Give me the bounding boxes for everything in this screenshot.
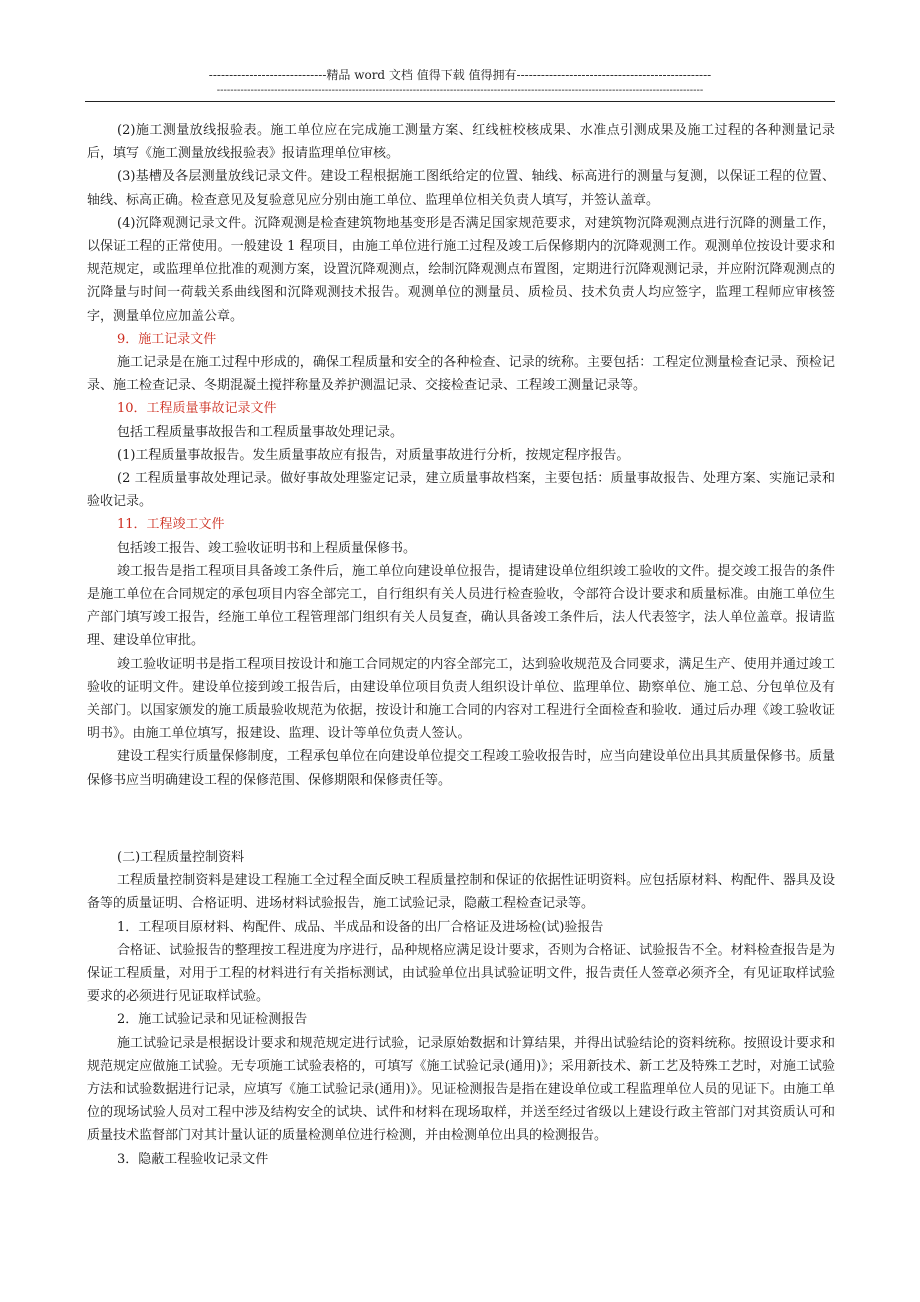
document-body	[87, 119, 835, 1171]
header-divider	[85, 101, 835, 102]
paragraph: 2．施工试验记录和见证检测报告	[117, 1012, 308, 1028]
paragraph: 施工记录是在施工过程中形成的，确保工程质量和安全的各种检查、记录的统称。主要包括：工程定位测量检查记录、预检记录、施工检查记录、冬期混凝土搅拌称量及养护测温记录、交接检查记录、工程竣工测量记录等。	[87, 355, 835, 394]
paragraph: (4)沉降观测记录文件。沉降观测是检查建筑物地基变形是否满足国家规范要求，对建筑物沉降观测点进行沉降的测量工作，以保证工程的正常使用。一般建设 1 程项目，由施工单位进行施工过程及竣工后保修期内的沉降观测工作。观测单位按设计要求和规范规定，或监理单位批准的观测方案，设置沉降观测点，绘制沉降观测点布置图，定期进行沉降观测记录，并应附沉降观测点的沉降量与时间一荷载关系曲线图和沉降观测技术报告。观测单位的测量员、质检员、技术负责人均应签字，监理工程师应审核签字，测量单位应加盖公章。	[87, 215, 835, 324]
section-heading: 11．工程竣工文件	[117, 517, 225, 533]
paragraph: 包括工程质量事故报告和工程质量事故处理记录。	[117, 424, 404, 440]
paragraph: 竣工验收证明书是指工程项目按设计和施工合同规定的内容全部完工，达到验收规范及合同要求，满足生产、使用并通过竣工验收的证明文件。建设单位接到竣工报告后，由建设单位项目负责人组织设计单位、监理单位、勘察单位、施工总、分包单位及有关部门。以国家颁发的施工质最验收规范为依据，按设计和施工合同的内容对工程进行全面检查和验收．通过后办理《竣工验收证明书》。由施工单位填写，报建设、监理、设计等单位负责人签认。	[87, 656, 835, 742]
paragraph: 合格证、试验报告的整理按工程进度为序进行，品种规格应满足设计要求，否则为合格证、试验报告不全。材料检查报告是为保证工程质量，对用于工程的材料进行有关指标测试，由试验单位出具试验证明文件，报告责任人签章必须齐全，有见证取样试验要求的必须进行见证取样试验。	[87, 942, 835, 1005]
paragraph: (1)工程质量事故报告。发生质量事故应有报告，对质量事故进行分析，按规定程序报告。	[117, 447, 630, 463]
paragraph: (2)施工测量放线报验表。施工单位应在完成施工测量方案、红线桩校核成果、水准点引测成果及施工过程的各种测量记录后，填写《施工测量放线报验表》报请监理单位审核。	[87, 123, 835, 162]
page-header-banner: -----------------------------精品 word 文档 值得下载 值得拥有------------------------------------------------	[208, 68, 712, 82]
paragraph: (2 工程质量事故处理记录。做好事故处理鉴定记录，建立质量事故档案，主要包括：质量事故报告、处理方案、实施记录和验收记录。	[87, 471, 835, 510]
paragraph: 包括竣工报告、竣工验收证明书和上程质量保修书。	[117, 540, 417, 556]
paragraph: 3．隐蔽工程验收记录文件	[117, 1151, 269, 1167]
section-heading: 9．施工记录文件	[117, 331, 217, 347]
paragraph: (3)基槽及各层测量放线记录文件。建设工程根据施工图纸给定的位置、轴线、标高进行的测量与复测，以保证工程的位置、轴线、标高正确。检查意见及复验意见应分别由施工单位、监理单位相关负责人填写，并签认盖章。	[87, 169, 835, 208]
page-header-dashes: ------------------------------------------------------------------------------------------------------------------------------------------------	[216, 85, 704, 96]
paragraph: 建设工程实行质量保修制度，工程承包单位在向建设单位提交工程竣工验收报告时，应当向建设单位出具其质量保修书。质量保修书应当明确建设工程的保修范围、保修期限和保修责任等。	[87, 749, 835, 788]
section-spacer	[87, 808, 835, 830]
paragraph: 竣工报告是指工程项目具备竣工条件后，施工单位向建设单位报告，提请建设单位组织竣工验收的文件。提交竣工报告的条件是施工单位在合同规定的承包项目内容全部完工，自行组织有关人员进行检查验收，令部符合设计要求和质量标准。由施工单位生产部门填写竣工报告，经施工单位工程管理部门组织有关人员复查，确认具备竣工条件后，法人代表签字，法人单位盖章。报请监理、建设单位审批。	[87, 563, 835, 649]
section-heading: 10．工程质量事故记录文件	[117, 401, 277, 417]
paragraph: 施工试验记录是根据设计要求和规范规定进行试验，记录原始数据和计算结果，并得出试验结论的资料统称。按照设计要求和规范规定应做施工试验。无专项施工试验表格的，可填写《施工试验记录(通用)》；采用新技术、新工艺及特殊工艺时，对施工试验方法和试验数据进行记录，应填写《施工试验记录(通用)》。见证检测报告是指在建设单位或工程监理单位人员的见证下。由施工单位的现场试验人员对工程中涉及结构安全的试块、试件和材料在现场取样，并送至经过省级以上建设行政主管部门对其资质认可和质量技术监督部门对其计量认证的质量检测单位进行检测，并由检测单位出具的检测报告。	[87, 1035, 835, 1144]
paragraph: (二)工程质量控制资料	[117, 849, 245, 865]
paragraph: 1．工程项目原材料、构配件、成品、半成品和设备的出厂合格证及进场检(试)验报告	[117, 919, 604, 935]
paragraph: 工程质量控制资料是建设工程施工全过程全面反映工程质量控制和保证的依据性证明资料。应包括原材料、构配件、器具及设备等的质量证明、合格证明、进场材料试验报告，施工试验记录，隐蔽工程检查记录等。	[87, 873, 835, 912]
